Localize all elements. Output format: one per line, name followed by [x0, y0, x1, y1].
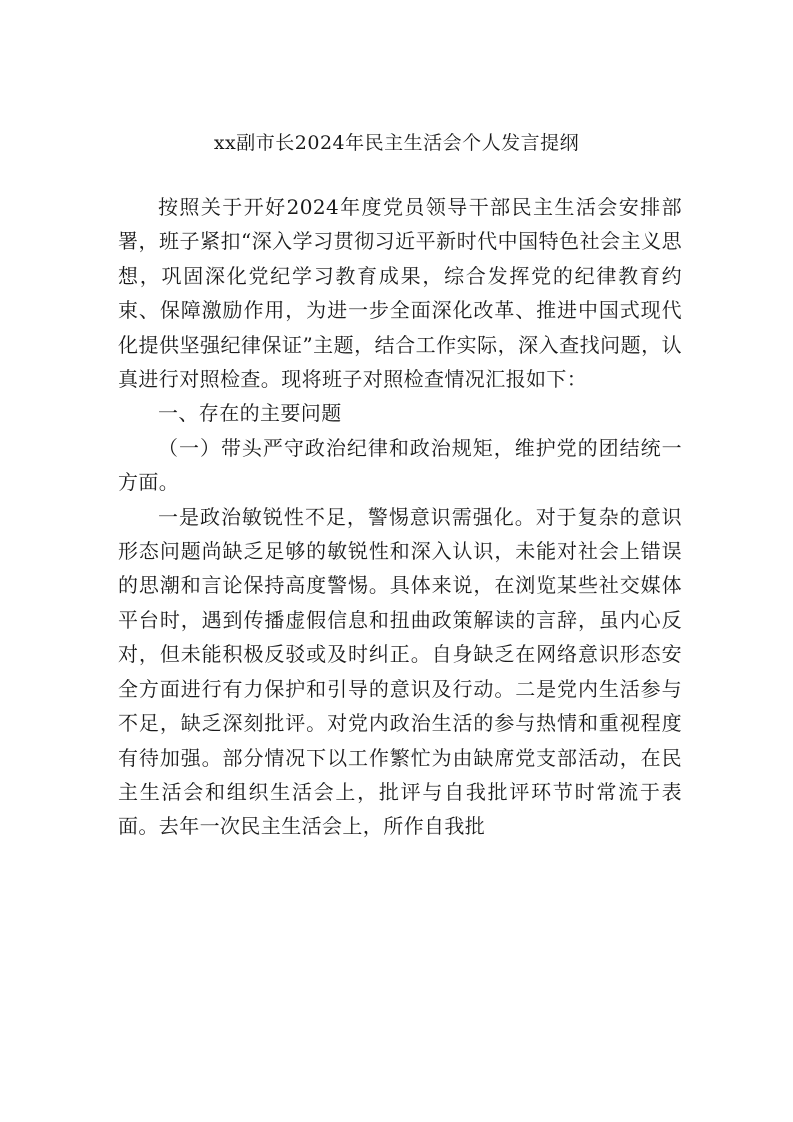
- intro-paragraph: 按照关于开好2024年度党员领导干部民主生活会安排部署，班子紧扣“深入学习贯彻习近平新时代中国特色社会主义思想，巩固深化党纪学习教育成果，综合发挥党的纪律教育约束、保障激励作用，为进一步全面深化改革、推进中国式现代化提供坚强纪律保证”主题，结合工作实际，深入查找问题，认真进行对照检查。现将班子对照检查情况汇报如下：: [118, 195, 682, 392]
- document-body: [118, 190, 682, 844]
- subsection-heading: （一）带头严守政治纪律和政治规矩，维护党的团结统一方面。: [118, 435, 682, 495]
- body-paragraph: 一是政治敏锐性不足，警惕意识需强化。对于复杂的意识形态问题尚缺乏足够的敏锐性和深入认识，未能对社会上错误的思潮和言论保持高度警惕。具体来说，在浏览某些社交媒体平台时，遇到传播虚假信息和扭曲政策解读的言辞，虽内心反对，但未能积极反驳或及时纠正。自身缺乏在网络意识形态安全方面进行有力保护和引导的意识及行动。二是党内生活参与不足，缺乏深刻批评。对党内政治生活的参与热情和重视程度有待加强。部分情况下以工作繁忙为由缺席党支部活动，在民主生活会和组织生活会上，批评与自我批评环节时常流于表面。去年一次民主生活会上，所作自我批: [118, 504, 682, 839]
- document-title: xx副市长2024年民主生活会个人发言提纲: [213, 132, 580, 154]
- section-heading: 一、存在的主要问题: [158, 401, 342, 426]
